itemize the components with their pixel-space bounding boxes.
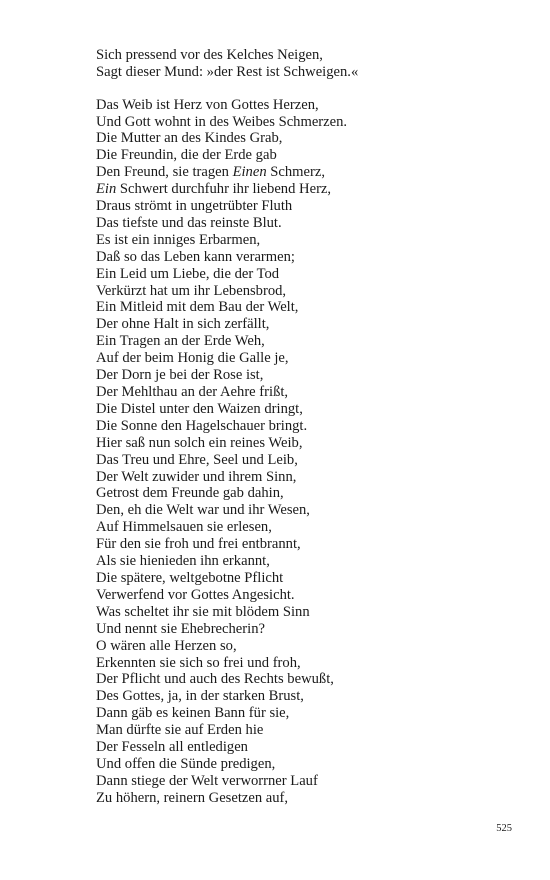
verse-text: O wären alle Herzen so, [96, 637, 237, 654]
verse-line [96, 469, 516, 486]
verse-line [96, 570, 516, 587]
verse-line [96, 553, 516, 570]
verse-text: Sich pressend vor des Kelches Neigen, [96, 47, 323, 63]
verse-line [96, 333, 516, 350]
verse-line [96, 114, 516, 131]
verse-text: Das Weib ist Herz von Gottes Herzen, [96, 96, 319, 113]
emphasized-word: Einen [232, 164, 267, 181]
verse-text: Das tiefste und das reinste Blut. [96, 214, 282, 231]
verse-line [96, 367, 516, 384]
verse-line [96, 587, 516, 604]
verse-text: Für den sie froh und frei entbrannt, [96, 536, 301, 553]
verse-line [96, 215, 516, 232]
verse-line [96, 790, 516, 807]
verse-text: Der Mehlthau an der Aehre frißt, [96, 384, 289, 401]
verse-text: Und offen die Sünde predigen, [96, 755, 276, 772]
verse-text: Verwerfend vor Gottes Angesicht. [96, 586, 295, 603]
verse-text: Erkennten sie sich so frei und froh, [96, 654, 301, 671]
stanza [96, 47, 516, 81]
verse-line [96, 519, 516, 536]
verse-text: Dann gäb es keinen Bann für sie, [96, 705, 290, 722]
verse-text: Den Freund, sie tragen [96, 164, 233, 181]
verse-line [96, 316, 516, 333]
verse-line [96, 502, 516, 519]
verse-line [96, 181, 516, 198]
verse-text: Schmerz, [266, 164, 325, 181]
verse-line [96, 688, 516, 705]
verse-text: Schwert durchfuhr ihr liebend Herz, [116, 181, 332, 198]
verse-text: Die Sonne den Hagelschauer bringt. [96, 417, 308, 434]
verse-text: Den, eh die Welt war und ihr Wesen, [96, 502, 310, 519]
verse-line [96, 435, 516, 452]
verse-line [96, 130, 516, 147]
verse-line [96, 655, 516, 672]
verse-text: Auf der beim Honig die Galle je, [96, 350, 289, 367]
verse-line [96, 773, 516, 790]
verse-text: Des Gottes, ja, in der starken Brust, [96, 688, 304, 705]
verse-text: Getrost dem Freunde gab dahin, [96, 485, 284, 502]
verse-line [96, 638, 516, 655]
verse-line [96, 401, 516, 418]
verse-line [96, 64, 516, 81]
verse-text: Die Distel unter den Waizen dringt, [96, 400, 303, 417]
verse-line [96, 604, 516, 621]
verse-line [96, 705, 516, 722]
stanza [96, 97, 516, 807]
verse-text: Der ohne Halt in sich zerfällt, [96, 316, 270, 333]
verse-text: Der Dorn je bei der Rose ist, [96, 367, 264, 384]
verse-text: Das Treu und Ehre, Seel und Leib, [96, 451, 298, 468]
verse-text: Und Gott wohnt in des Weibes Schmerzen. [96, 113, 348, 130]
verse-text: Dann stiege der Welt verworrner Lauf [96, 772, 318, 789]
verse-line [96, 671, 516, 688]
verse-line [96, 756, 516, 773]
verse-line [96, 350, 516, 367]
verse-line [96, 164, 516, 181]
verse-text: Der Pflicht und auch des Rechts bewußt, [96, 671, 334, 688]
verse-line [96, 283, 516, 300]
verse-line [96, 299, 516, 316]
verse-text: Als sie hienieden ihn erkannt, [96, 553, 270, 570]
verse-text: Ein Leid um Liebe, die der Tod [96, 265, 280, 282]
verse-text: Sagt dieser Mund: »der Rest ist Schweigen.« [96, 63, 359, 80]
page-number: 525 [496, 823, 512, 834]
verse-text: Ein Mitleid mit dem Bau der Welt, [96, 299, 299, 316]
verse-text: Der Welt zuwider und ihrem Sinn, [96, 468, 297, 485]
verse-text: Man dürfte sie auf Erden hie [96, 722, 264, 739]
verse-line [96, 452, 516, 469]
verse-line [96, 739, 516, 756]
verse-line [96, 198, 516, 215]
verse-text: Verkürzt hat um ihr Lebensbrod, [96, 282, 287, 299]
verse-text: Daß so das Leben kann verarmen; [96, 248, 295, 265]
emphasized-word: Ein [96, 181, 117, 198]
verse-line [96, 232, 516, 249]
verse-text: Hier saß nun solch ein reines Weib, [96, 434, 303, 451]
verse-text: Draus strömt in ungetrübter Fluth [96, 198, 293, 215]
verse-line [96, 536, 516, 553]
verse-line [96, 266, 516, 283]
verse-line [96, 485, 516, 502]
verse-text: Zu höhern, reinern Gesetzen auf, [96, 789, 289, 806]
verse-text: Es ist ein inniges Erbarmen, [96, 231, 261, 248]
verse-line [96, 147, 516, 164]
verse-text: Der Fesseln all entledigen [96, 739, 248, 756]
verse-line [96, 97, 516, 114]
verse-text: Auf Himmelsauen sie erlesen, [96, 519, 272, 536]
verse-text: Ein Tragen an der Erde Weh, [96, 333, 265, 350]
verse-text: Die Mutter an des Kindes Grab, [96, 130, 283, 147]
verse-line [96, 722, 516, 739]
verse-line [96, 384, 516, 401]
verse-line [96, 249, 516, 266]
verse-text: Was scheltet ihr sie mit blödem Sinn [96, 603, 310, 620]
verse-line [96, 47, 516, 64]
verse-line [96, 621, 516, 638]
poem-text [96, 47, 516, 807]
verse-text: Die Freundin, die der Erde gab [96, 147, 277, 164]
verse-text: Und nennt sie Ehebrecherin? [96, 620, 265, 637]
verse-text: Die spätere, weltgebotne Pflicht [96, 569, 284, 586]
verse-line [96, 418, 516, 435]
